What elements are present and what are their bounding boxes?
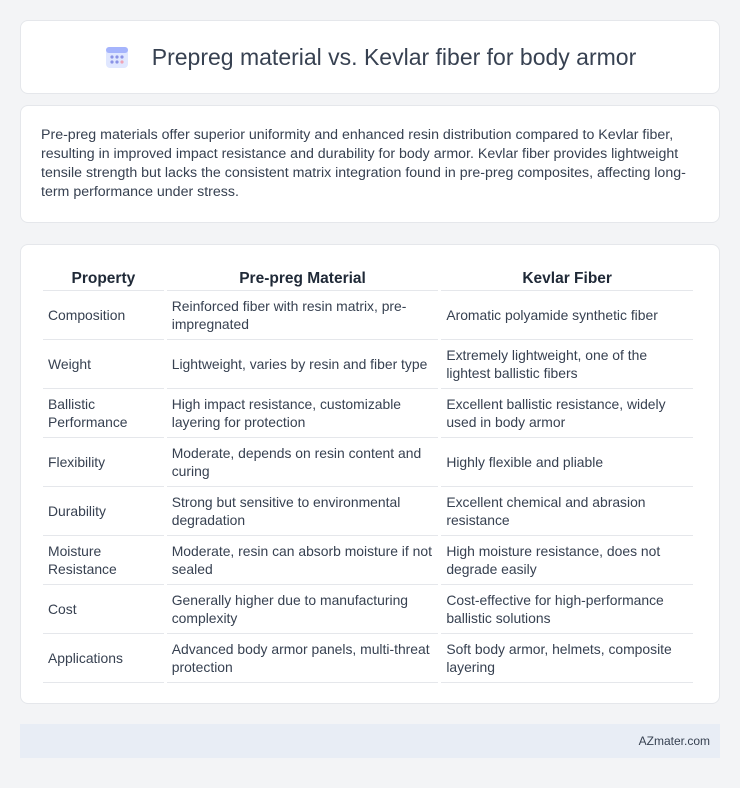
table-header-row — [43, 265, 693, 291]
intro-card — [20, 105, 720, 223]
kevlar-cell: Aromatic polyamide synthetic fiber — [441, 291, 693, 340]
property-cell: Moisture Resistance — [43, 536, 164, 585]
prepreg-cell: Moderate, resin can absorb moisture if not sealed — [167, 536, 439, 585]
calendar-icon — [104, 44, 130, 70]
footer-source: AZmater.com — [638, 734, 710, 748]
prepreg-cell: High impact resistance, customizable layering for protection — [167, 389, 439, 438]
property-cell: Cost — [43, 585, 164, 634]
prepreg-cell: Moderate, depends on resin content and curing — [167, 438, 439, 487]
footer-bar — [20, 724, 720, 758]
property-cell: Durability — [43, 487, 164, 536]
property-cell: Flexibility — [43, 438, 164, 487]
property-cell: Weight — [43, 340, 164, 389]
table-row — [43, 536, 693, 585]
table-row — [43, 585, 693, 634]
page-title: Prepreg material vs. Kevlar fiber for body armor — [151, 43, 637, 70]
table-row — [43, 438, 693, 487]
kevlar-cell: Excellent ballistic resistance, widely used in body armor — [441, 389, 693, 438]
table-row — [43, 634, 693, 683]
intro-paragraph: Pre-preg materials offer superior uniformity and enhanced resin distribution compared to Kevlar fiber, resulting in improved impact resistance and durability for body armor. Kevlar fiber provides lightweight tensile strength but lacks the consistent matrix integration found in pre-preg composites, affecting long-term performance under stress. — [41, 127, 686, 200]
comparison-table — [40, 265, 696, 683]
prepreg-cell: Generally higher due to manufacturing complexity — [167, 585, 439, 634]
prepreg-cell: Reinforced fiber with resin matrix, pre-impregnated — [167, 291, 439, 340]
header-property: Property — [43, 265, 164, 291]
header-prepreg: Pre-preg Material — [167, 265, 439, 291]
comparison-table-card — [20, 244, 720, 704]
kevlar-cell: High moisture resistance, does not degrade easily — [441, 536, 693, 585]
table-row — [43, 389, 693, 438]
table-row — [43, 291, 693, 340]
prepreg-cell: Strong but sensitive to environmental degradation — [167, 487, 439, 536]
kevlar-cell: Cost-effective for high-performance ballistic solutions — [441, 585, 693, 634]
table-row — [43, 487, 693, 536]
table-row — [43, 340, 693, 389]
prepreg-cell: Lightweight, varies by resin and fiber type — [167, 340, 439, 389]
title-card — [20, 20, 720, 94]
property-cell: Ballistic Performance — [43, 389, 164, 438]
header-kevlar: Kevlar Fiber — [441, 265, 693, 291]
kevlar-cell: Excellent chemical and abrasion resistance — [441, 487, 693, 536]
kevlar-cell: Soft body armor, helmets, composite layering — [441, 634, 693, 683]
property-cell: Applications — [43, 634, 164, 683]
property-cell: Composition — [43, 291, 164, 340]
kevlar-cell: Highly flexible and pliable — [441, 438, 693, 487]
prepreg-cell: Advanced body armor panels, multi-threat protection — [167, 634, 439, 683]
kevlar-cell: Extremely lightweight, one of the lightest ballistic fibers — [441, 340, 693, 389]
